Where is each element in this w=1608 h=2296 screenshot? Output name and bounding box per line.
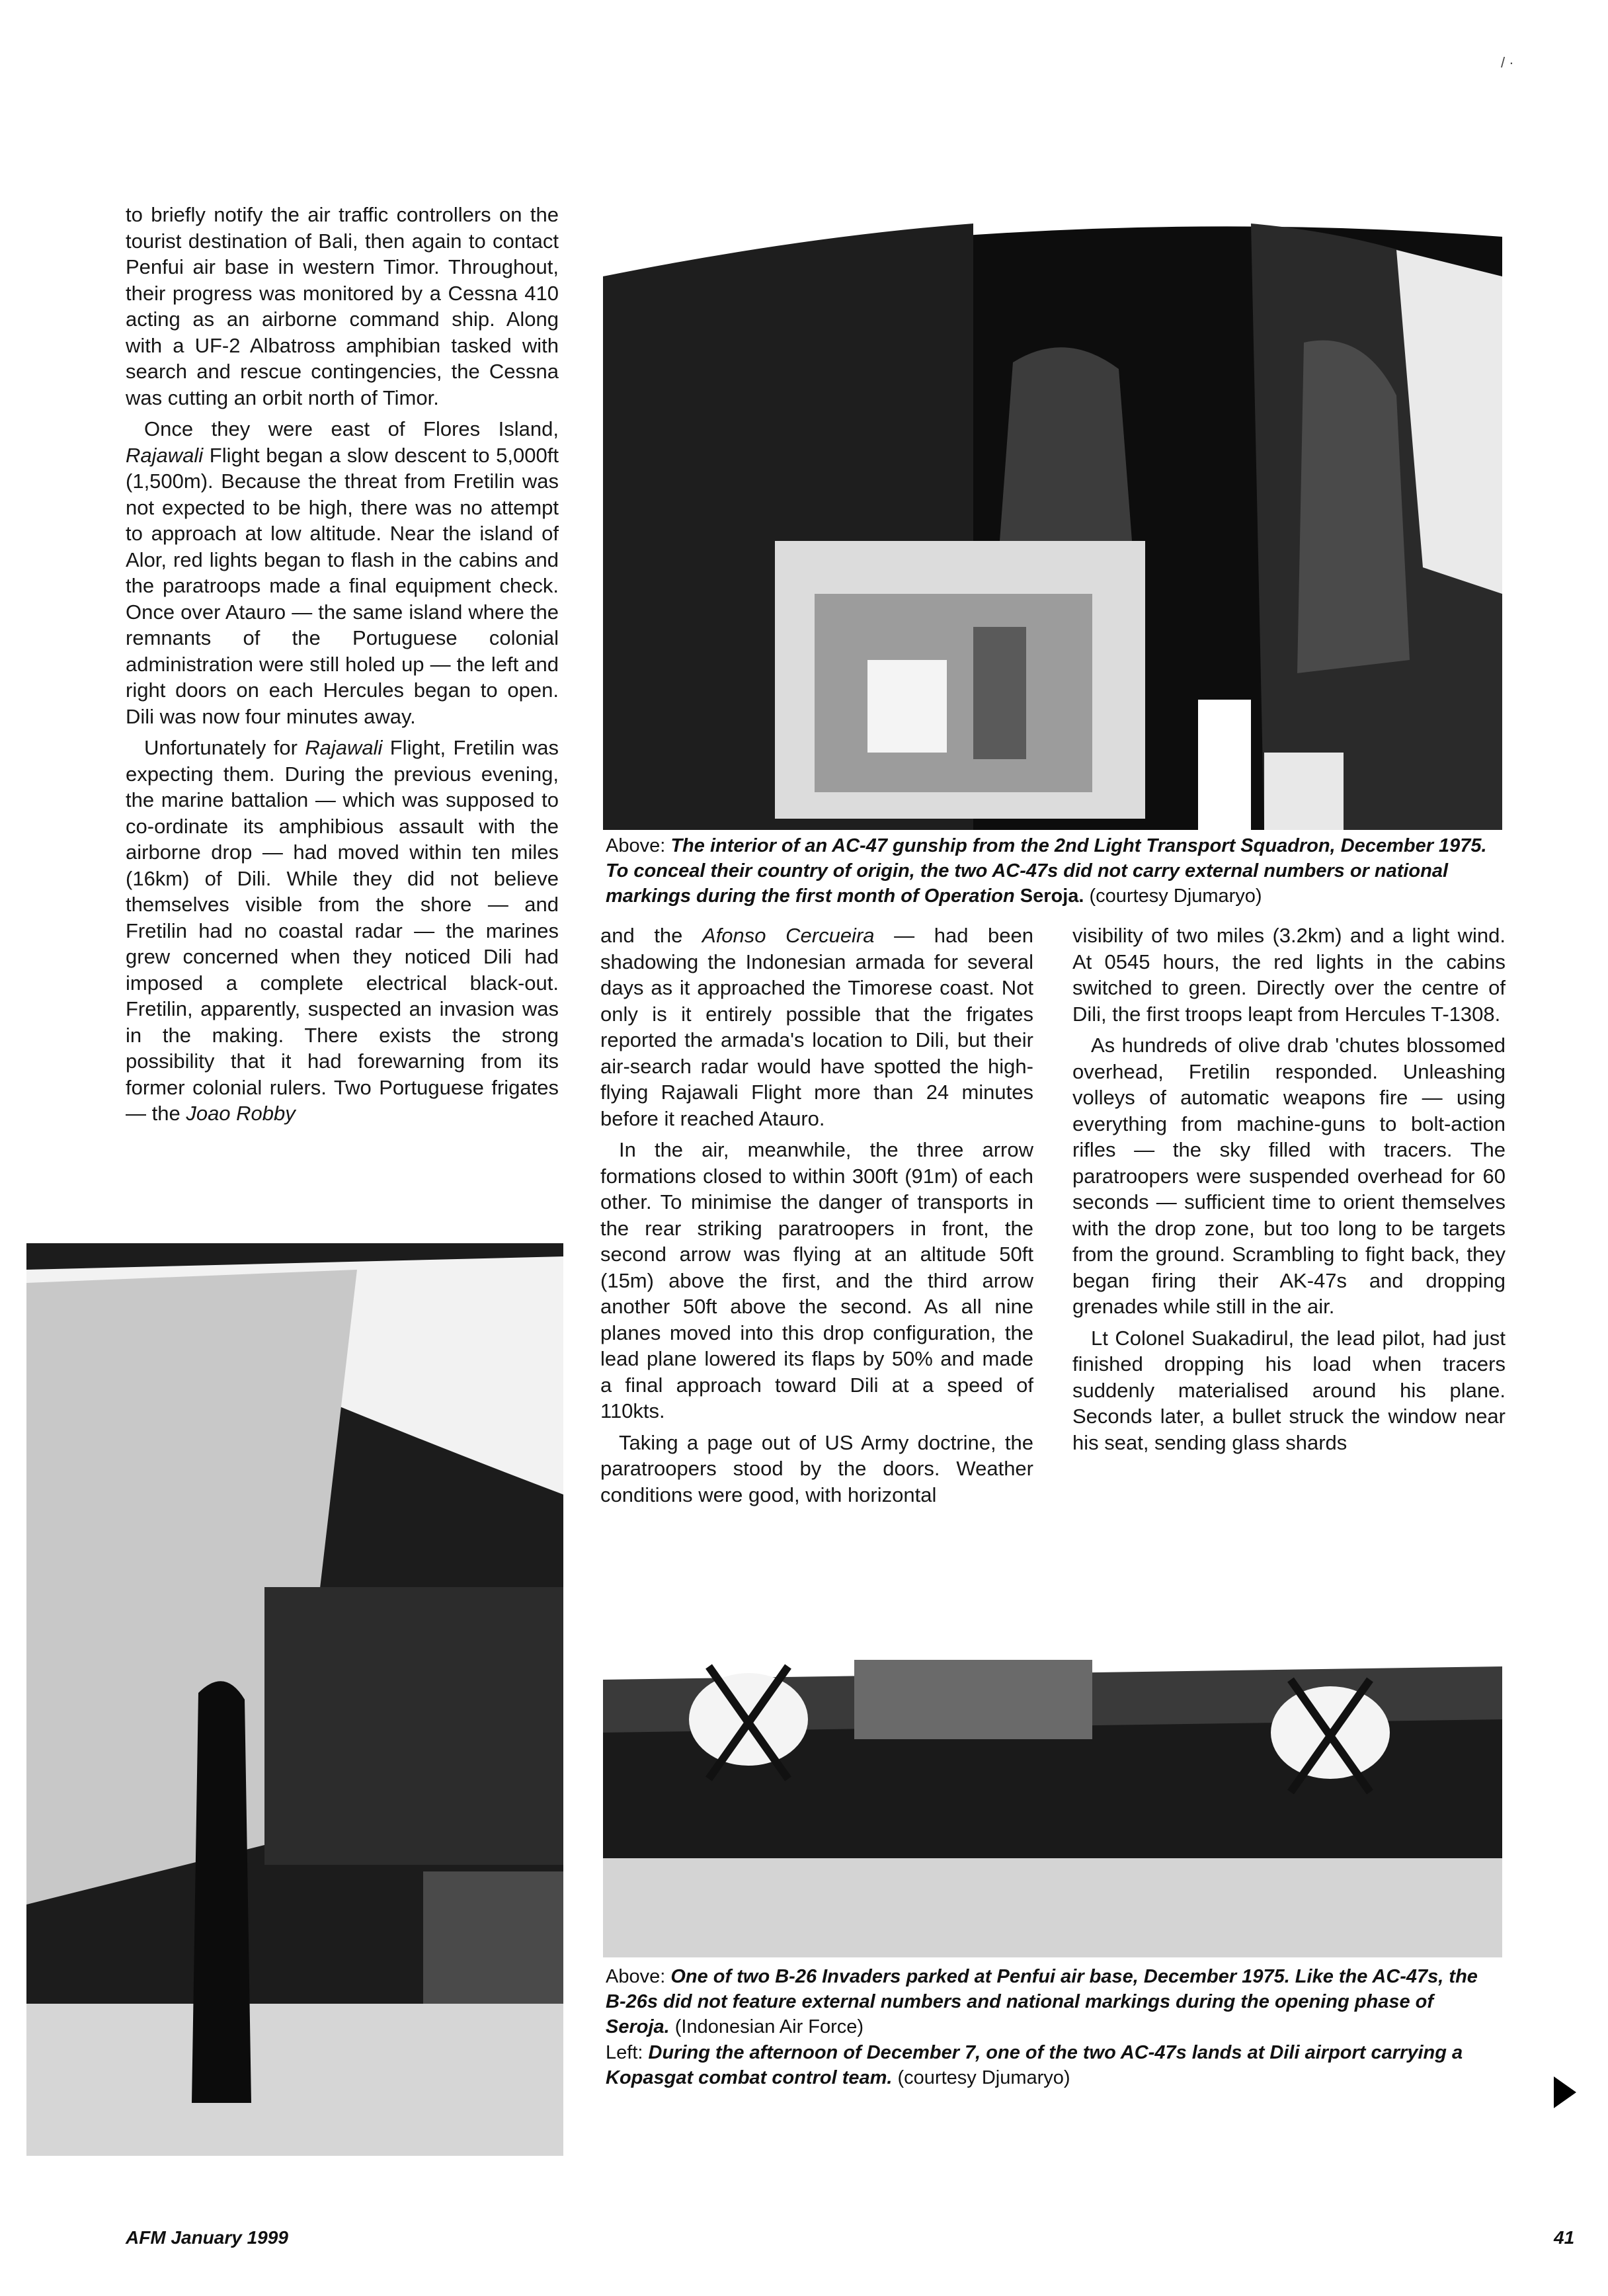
ac47-interior-caption: Above: The interior of an AC-47 gunship from the 2nd Light Transport Squadron, December 1975. To conceal their country of origin, the two AC-47s did not carry external numbers or national markings during the first month of Operation Seroja. (courtesy Djumaryo) [606,835,1487,907]
ac47-interior-photo [603,197,1502,830]
column2-paragraph-2: In the air, meanwhile, the three arrow formations closed to within 300ft (91m) of each other. To minimise the danger of transports in the rear striking paratroopers in front, the second arrow was flying at an altitude 50ft (15m) above the first, and the third arrow another 50ft above the second. As all nine planes moved into this drop configuration, the lead plane lowered its flaps by 50% and made a final approach toward Dili at a speed of 110kts. [600,1138,1033,1422]
b26-invaders-photo [603,1580,1502,1957]
article-column-3 [1072,922,1506,1461]
column3-paragraph-2: As hundreds of olive drab 'chutes blossomed overhead, Fretilin responded. Unleashing volleys of automatic weapons fire — using everything from machine-guns to bolt-action rifles — the sky filled with tracers. The paratroopers were suspended overhead for 60 seconds — sufficient time to orient themselves with the drop zone, but too long to be targets from the ground. Scrambling to fight back, they began firing their AK-47s and dropping grenades while still in the air. [1072,1034,1506,1318]
column2-paragraph-1: and the Afonso Cercueira — had been shadowing the Indonesian armada for several days as it approached the Timorese coast. Not only is it entirely possible that the frigates reported the armada's location to Dili, but their air-search radar would have spotted the high-flying Rajawali Flight more than 24 minutes before it reached Atauro. [600,924,1033,1130]
column1-paragraph-3: Unfortunately for Rajawali Flight, Fretilin was expecting them. During the previous evening, the marine battalion — which was supposed to co-ordinate its amphibious assault with the airborne drop — had moved within ten miles (16km) of Dili. While they did not believe themselves visible from the shore — and Fretilin had no coastal radar — the marines grew concerned when they noticed Dili had imposed a complete electrical black-out. Fretilin, apparently, suspected an invasion was in the making. There exists the strong possibility that it had forewarning from its former colonial rulers. Two Portuguese frigates — the Joao Robby [126,736,559,1125]
column3-paragraph-1: visibility of two miles (3.2km) and a light wind. At 0545 hours, the red lights in the cabins switched to green. Directly over the centre of Dili, the first troops leapt from Hercules T-1308. [1072,924,1506,1026]
article-column-1 [126,202,559,1132]
column2-paragraph-3: Taking a page out of US Army doctrine, the paratroopers stood by the doors. Weather conditions were good, with horizontal [600,1430,1033,1506]
ac47-landing-caption: Left: During the afternoon of December 7, one of the two AC-47s lands at Dili airport carrying a Kopasgat combat control team. (courtesy Djumaryo) [606,2042,1463,2088]
column3-paragraph-3: Lt Colonel Suakadirul, the lead pilot, had just finished dropping his load when tracers suddenly materialised around his plane. Seconds later, a bullet struck the window near his seat, sending glass shards [1072,1326,1506,1454]
scan-corner-marks: / · [1501,54,1514,71]
article-column-2 [600,922,1033,1513]
column1-paragraph-1: to briefly notify the air traffic controllers on the tourist destination of Bali, then again to contact Penfui air base in western Timor. Throughout, their progress was monitored by a Cessna 410 acting as an airborne command ship. Along with a UF-2 Albatross amphibian tasked with search and rescue contingencies, the Cessna was cutting an orbit north of Timor. [126,203,559,409]
b26-invaders-caption: Above: One of two B-26 Invaders parked at Penfui air base, December 1975. Like the AC-47s, the B-26s did not feature external numbers and national markings during the opening phase of Seroja. (Indonesian Air Force) [606,1966,1478,2037]
ac47-landing-photo [26,1243,563,2156]
page-number: 41 [1554,2227,1575,2248]
magazine-issue-footer: AFM January 1999 [126,2227,288,2248]
continue-arrow-icon [1554,2076,1576,2108]
column1-paragraph-2: Once they were east of Flores Island, Rajawali Flight began a slow descent to 5,000ft (1,500m). Because the threat from Fretilin was not expected to be high, there was no attempt to approach at low altitude. Near the island of Alor, red lights began to flash in the cabins and the paratroops made a final equipment check. Once over Atauro — the same island where the remnants of the Portuguese colonial administration were still holed up — the left and right doors on each Hercules began to open. Dili was now four minutes away. [126,417,559,728]
